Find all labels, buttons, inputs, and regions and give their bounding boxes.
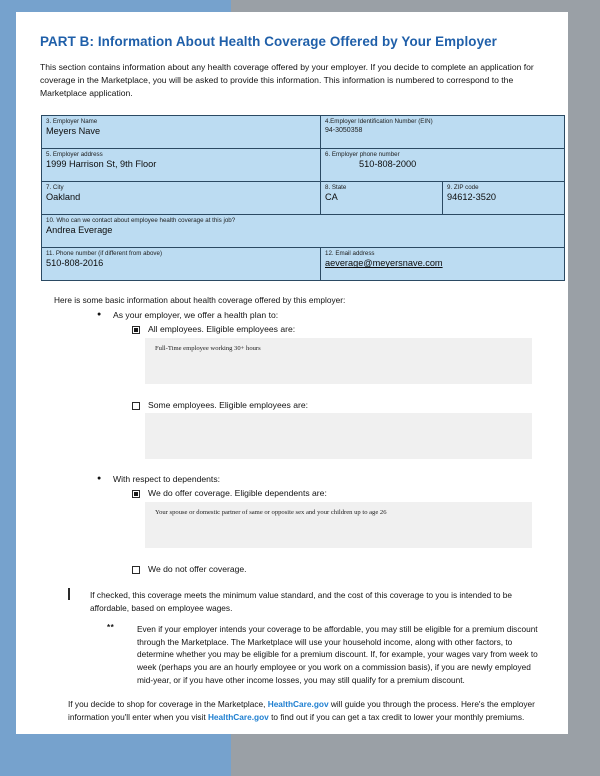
table-row-contact-phone-email [42, 247, 565, 280]
minimum-value-text: If checked, this coverage meets the minimum value standard, and the cost of this coverage to you is intended to be affordable, based on employee wages. [90, 590, 512, 613]
field-value-state: CA [325, 192, 338, 203]
field-label-contact: 10. Who can we contact about employee health coverage at this job? [46, 216, 236, 224]
field-label-city: 7. City [46, 183, 64, 191]
footnote-row [54, 623, 544, 686]
field-employer-name[interactable] [42, 115, 321, 148]
field-city[interactable] [42, 181, 321, 214]
checkbox-no-dependent-coverage-icon[interactable] [132, 566, 140, 574]
coverage-lead-text: Here is some basic information about health coverage offered by this employer: [54, 294, 346, 305]
table-row-city-state-zip [42, 181, 565, 214]
checkbox-row-offer-dependents[interactable] [54, 488, 544, 500]
intro-paragraph: This section contains information about any health coverage offered by your employer. If you decide to complete an application for coverage in the Marketplace, you will be asked to provide this information. This information is numbered to correspond to the Marketplace application. [40, 61, 534, 99]
table-row-employer-address [42, 148, 565, 181]
checkbox-minimum-value-wrapper[interactable] [68, 589, 78, 614]
footnote-text: Even if your employer intends your coverage to be affordable, you may still be eligible for a premium discount through the Marketplace. The Marketplace will use your household income, along with other factors, to determine whether you may be eligible for a premium discount. If, for example, your wages vary from week to week (perhaps you are an hourly employee or you work on a commission basis), if you are newly employed mid-year, or if you have other income losses, you may still qualify for a premium discount. [137, 624, 538, 685]
checkbox-row-no-dependent-coverage[interactable] [54, 564, 544, 576]
field-value-city: Oakland [46, 192, 81, 203]
field-value-ein: 94-3050358 [325, 127, 363, 135]
checkbox-minimum-value-icon[interactable] [68, 588, 70, 600]
checkbox-offer-dependents-checked-icon[interactable] [132, 490, 140, 498]
bullet-dot-icon: ● [97, 311, 102, 319]
field-value-employer-phone: 510-808-2000 [359, 159, 417, 170]
field-employer-phone[interactable] [321, 148, 565, 181]
closing-part2: will guide you through the process. Here's the employer information you'll enter when you visit [68, 699, 535, 722]
field-label-contact-phone: 11. Phone number (if different from above) [46, 249, 163, 257]
fillbox-all-employees[interactable] [145, 338, 532, 384]
closing-part1: If you decide to shop for coverage in the Marketplace, [68, 699, 268, 710]
field-email[interactable] [321, 247, 565, 280]
field-ein[interactable] [321, 115, 565, 148]
coverage-section [40, 281, 544, 724]
checkbox-label-offer-dependents: We do offer coverage. Eligible dependents are: [148, 488, 327, 499]
checkbox-some-employees-icon[interactable] [132, 402, 140, 410]
field-contact[interactable] [42, 214, 565, 247]
checkbox-row-some-employees[interactable] [54, 400, 544, 412]
bullet-dependents-label: With respect to dependents: [113, 474, 221, 485]
field-value-contact-phone: 510-808-2016 [46, 258, 104, 269]
healthcare-gov-link-1[interactable]: HealthCare.gov [267, 699, 329, 710]
checkbox-label-some-employees: Some employees. Eligible employees are: [148, 399, 309, 410]
field-value-zip: 94612-3520 [447, 192, 497, 203]
checkbox-row-all-employees[interactable] [54, 324, 544, 336]
field-state[interactable] [321, 181, 443, 214]
bullet-dot-icon: ● [97, 475, 102, 483]
field-label-employer-name: 3. Employer Name [46, 117, 98, 125]
bullet-dependents [54, 473, 544, 486]
page-title: PART B: Information About Health Coverage Offered by Your Employer [40, 34, 497, 49]
healthcare-gov-link-2[interactable]: HealthCare.gov [207, 711, 269, 722]
employer-information-table [41, 115, 565, 281]
closing-part3: to find out if you can get a tax credit to lower your monthly premiums. [268, 711, 525, 722]
bullet-employees-label: As your employer, we offer a health plan to: [113, 310, 279, 321]
field-value-email[interactable]: aeverage@meyersnave.com [325, 258, 443, 269]
checkbox-label-all-employees: All employees. Eligible employees are: [148, 324, 296, 335]
checkbox-all-employees-checked-icon[interactable] [132, 326, 140, 334]
field-label-email: 12. Email address [325, 249, 375, 257]
footnote-marker: ** [107, 623, 115, 633]
document-page [16, 12, 568, 734]
table-row-contact [42, 214, 565, 247]
field-label-zip: 9. ZIP code [447, 183, 479, 191]
field-label-employer-address: 5. Employer address [46, 150, 103, 158]
fillbox-offer-dependents[interactable] [145, 502, 532, 548]
field-value-employer-name: Meyers Nave [46, 126, 101, 137]
fillbox-text-all-employees: Full-Time employee working 30+ hours [155, 344, 261, 352]
fillbox-text-offer-dependents: Your spouse or domestic partner of same or opposite sex and your children up to age 26 [155, 508, 387, 516]
field-contact-phone[interactable] [42, 247, 321, 280]
field-label-ein: 4.Employer Identification Number (EIN) [325, 117, 433, 125]
minimum-value-row[interactable] [54, 589, 544, 614]
field-employer-address[interactable] [42, 148, 321, 181]
fillbox-some-employees[interactable] [145, 413, 532, 459]
field-label-employer-phone: 6. Employer phone number [325, 150, 400, 158]
bullet-employees [54, 309, 544, 322]
field-label-state: 8. State [325, 183, 347, 191]
field-value-contact: Andrea Everage [46, 225, 113, 236]
field-zip[interactable] [443, 181, 565, 214]
field-value-employer-address: 1999 Harrison St, 9th Floor [46, 159, 157, 170]
closing-paragraph [68, 698, 544, 723]
checkbox-label-no-dependent-coverage: We do not offer coverage. [148, 563, 247, 574]
table-row-employer-name [42, 115, 565, 148]
